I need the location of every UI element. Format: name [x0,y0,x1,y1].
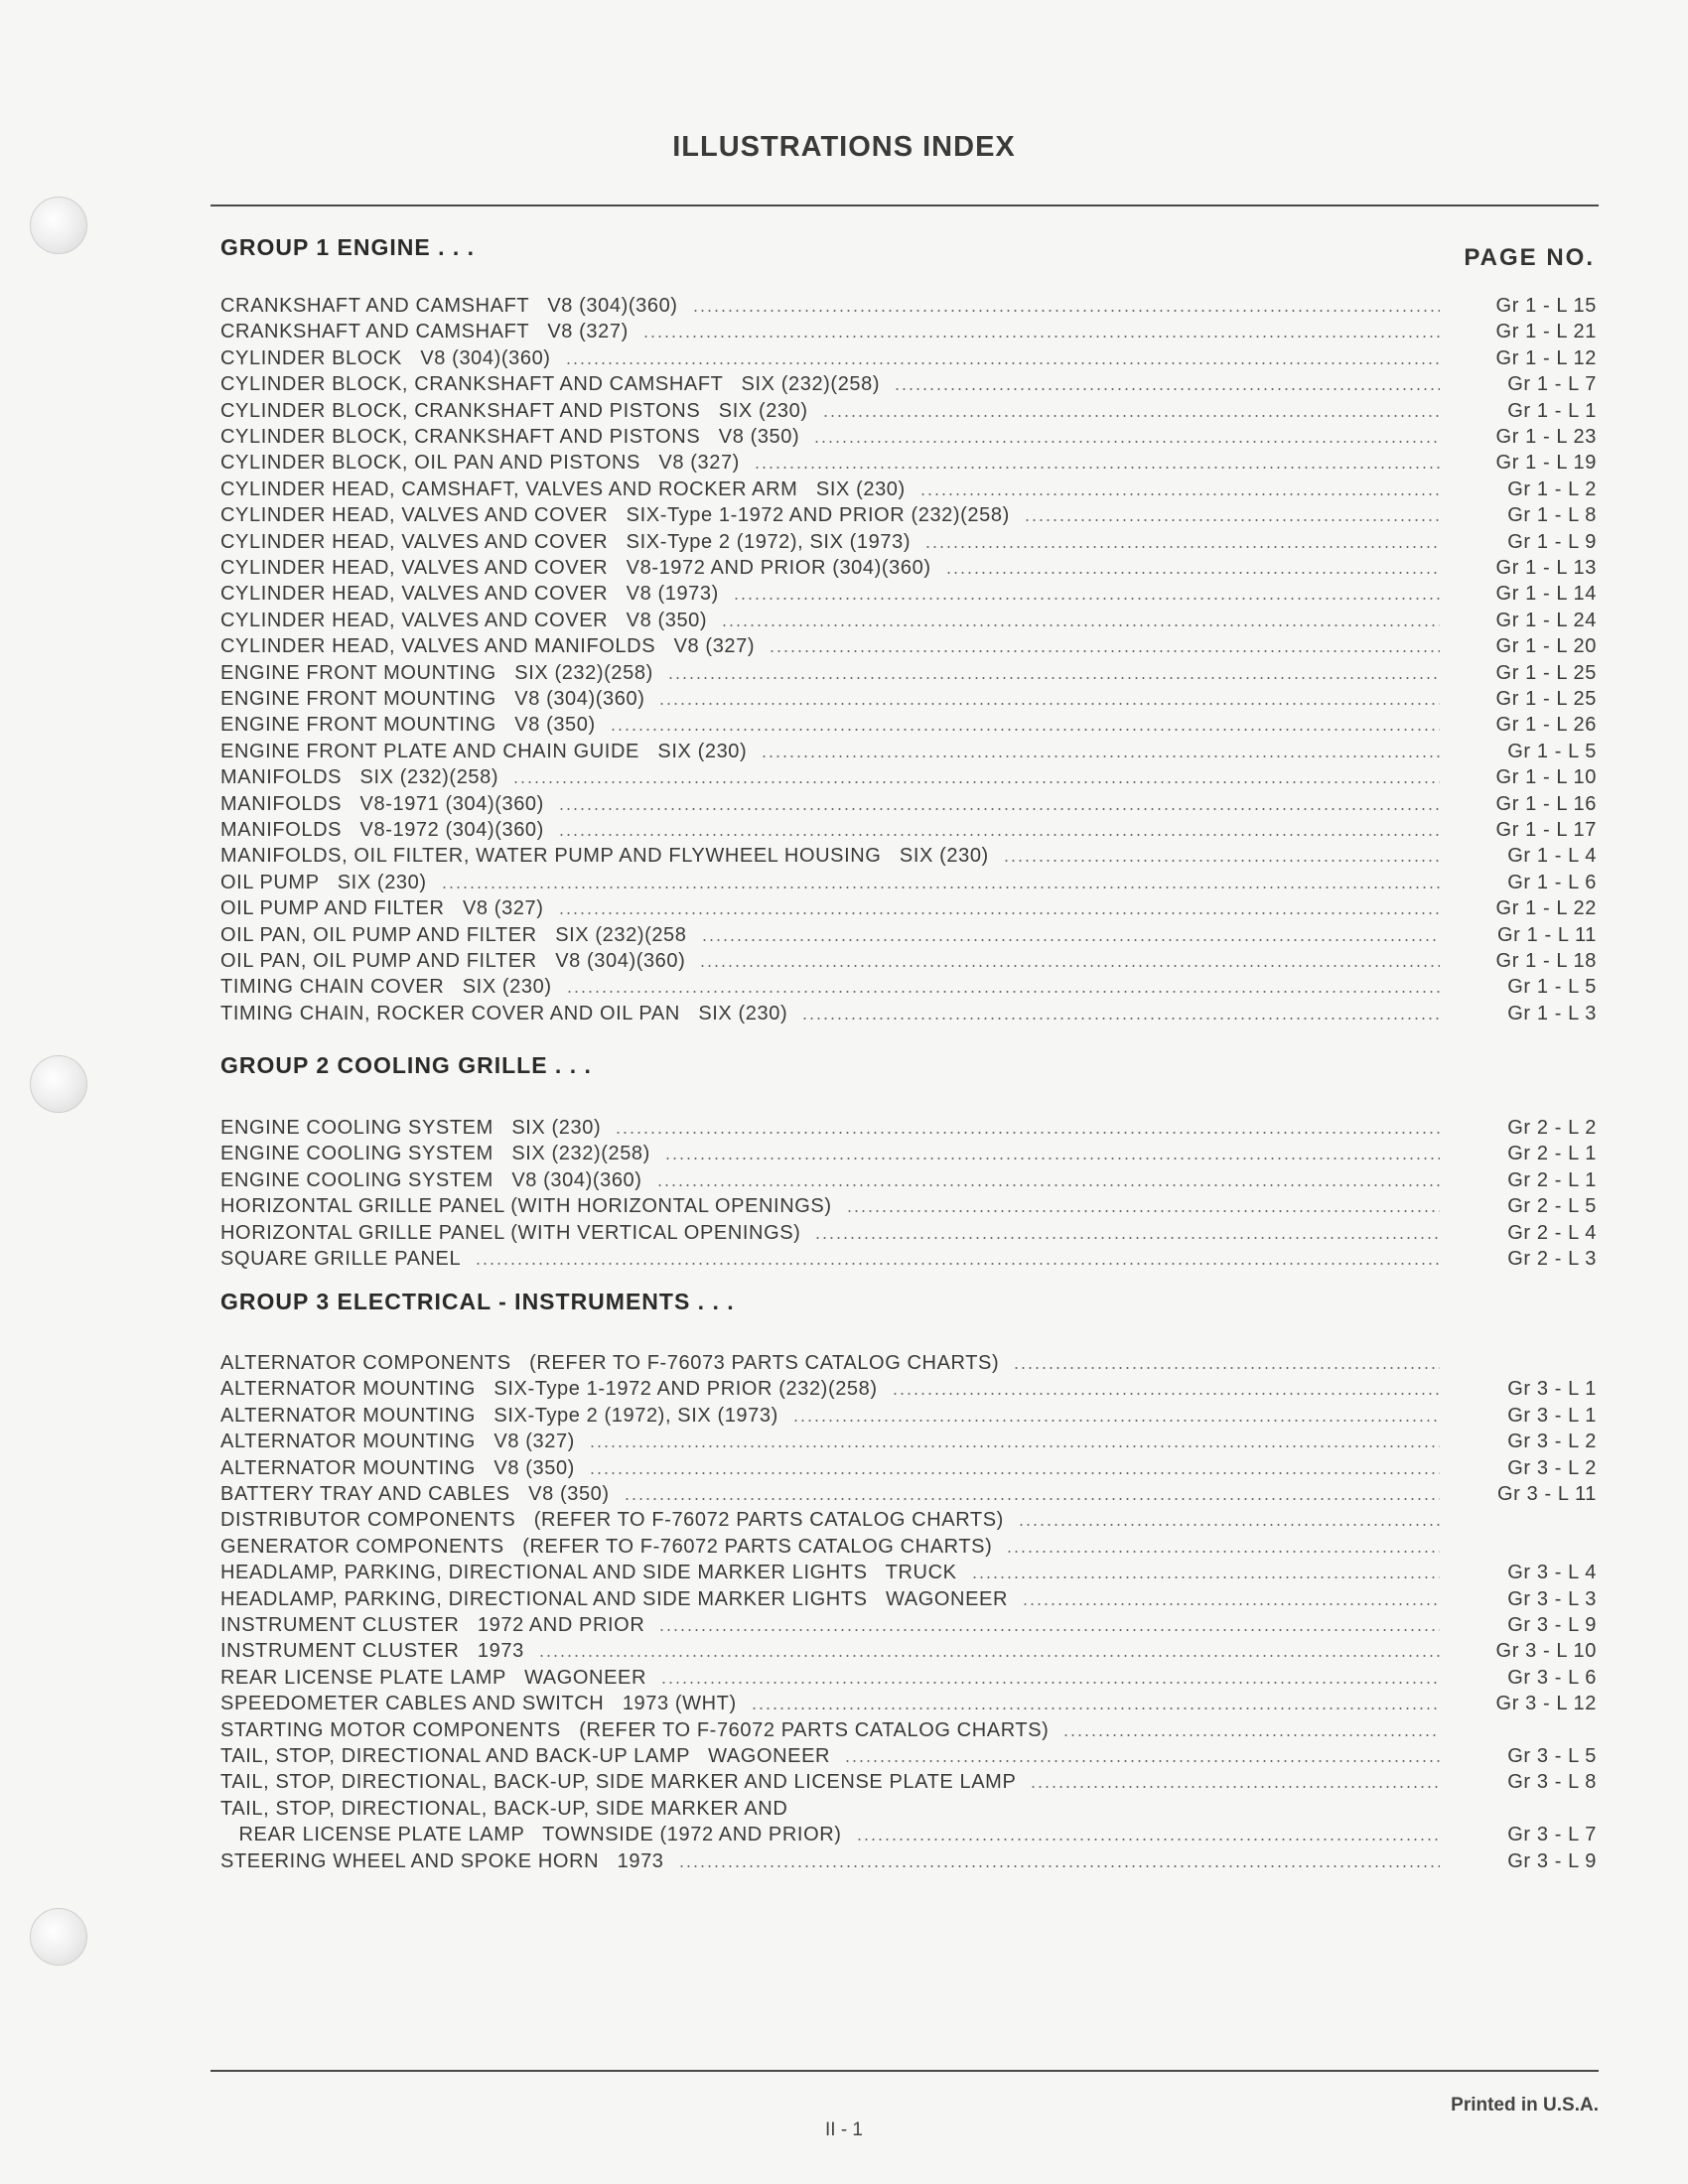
entry-title: INSTRUMENT CLUSTER 1972 AND PRIOR [220,1614,645,1636]
entry-title: CYLINDER HEAD, VALVES AND COVER SIX-Type 2 (1972), SIX (1973) [220,530,912,553]
entry-page-ref: Gr 1 - L 6 [1507,871,1597,893]
entry-title: MANIFOLDS V8-1972 (304)(360) [220,819,544,841]
index-entry [220,710,1599,736]
dot-leader [733,598,1440,600]
dot-leader [813,441,1440,443]
entry-page-ref: Gr 1 - L 22 [1495,897,1597,920]
entry-title: ENGINE FRONT MOUNTING SIX (232)(258) [220,661,653,684]
dot-leader [769,650,1440,652]
entry-title: HEADLAMP, PARKING, DIRECTIONAL AND SIDE MARKER LIGHTS WAGONEER [220,1587,1008,1610]
entry-title: TIMING CHAIN, ROCKER COVER AND OIL PAN SIX (230) [220,1002,788,1024]
dot-leader [667,677,1440,679]
entry-page-ref: Gr 1 - L 13 [1495,557,1597,579]
entry-page-ref: Gr 1 - L 26 [1495,714,1597,737]
dot-leader [678,1865,1440,1867]
entry-page-ref: Gr 3 - L 1 [1507,1378,1597,1401]
entry-page-ref: Gr 1 - L 7 [1507,373,1597,396]
index-entry [220,1636,1599,1662]
dot-leader [558,808,1440,810]
dot-leader [701,939,1440,941]
entry-title: OIL PUMP SIX (230) [220,871,427,893]
index-entry [220,500,1599,526]
index-entry [220,369,1599,395]
index-entry [220,1191,1599,1217]
index-entry [220,553,1599,579]
entry-title: STEERING WHEEL AND SPOKE HORN 1973 [220,1849,664,1872]
entry-page-ref: Gr 1 - L 17 [1495,819,1597,841]
entry-page-ref: Gr 1 - L 20 [1495,635,1597,658]
dot-leader [1024,519,1440,521]
entry-page-ref: Gr 1 - L 25 [1495,661,1597,684]
entry-title: CYLINDER HEAD, VALVES AND COVER V8 (1973) [220,583,719,606]
index-entry [220,579,1599,605]
entry-title: TAIL, STOP, DIRECTIONAL, BACK-UP, SIDE MARKER AND [220,1797,788,1820]
dot-leader [589,1472,1440,1474]
index-entry [220,422,1599,448]
dot-leader [1003,860,1440,862]
index-entry [220,1820,1599,1845]
index-entry [220,737,1599,762]
entry-page-ref: Gr 3 - L 10 [1495,1640,1597,1663]
index-entry [220,1401,1599,1427]
entry-title: ALTERNATOR MOUNTING SIX-Type 1-1972 AND PRIOR (232)(258) [220,1378,878,1401]
index-entry [220,1348,1599,1374]
dot-leader [971,1576,1440,1578]
entry-title: ENGINE COOLING SYSTEM SIX (232)(258) [220,1143,650,1165]
entry-title: CYLINDER HEAD, VALVES AND COVER V8 (350) [220,609,708,631]
index-entry [220,527,1599,553]
dot-leader [589,1445,1440,1447]
index-entry [220,1584,1599,1610]
index-entry [220,631,1599,657]
entry-title: MANIFOLDS V8-1971 (304)(360) [220,792,544,815]
index-entry [220,1218,1599,1244]
entry-page-ref: Gr 3 - L 4 [1507,1562,1597,1584]
dot-leader [565,362,1440,364]
entry-page-ref: Gr 1 - L 11 [1497,923,1597,946]
dot-leader [721,624,1440,626]
index-entry [220,1689,1599,1714]
entry-title: CYLINDER BLOCK, CRANKSHAFT AND CAMSHAFT SIX (232)(258) [220,373,881,396]
entry-page-ref: Gr 3 - L 2 [1507,1456,1597,1479]
entry-title: CYLINDER HEAD, VALVES AND COVER SIX-Type 1-1972 AND PRIOR (232)(258) [220,504,1010,527]
entry-title: STARTING MOTOR COMPONENTS (REFER TO F-76072 PARTS CATALOG CHARTS) [220,1718,1050,1741]
entry-page-ref: Gr 1 - L 10 [1495,766,1597,789]
index-entry [220,762,1599,788]
page-number: II - 1 [824,2119,863,2140]
entry-page-ref: Gr 1 - L 8 [1507,504,1597,527]
dot-leader [846,1210,1440,1212]
entry-title: INSTRUMENT CLUSTER 1973 [220,1640,524,1663]
dot-leader [658,703,1440,705]
dot-leader [801,1018,1440,1020]
dot-leader [642,336,1440,338]
entry-page-ref: Gr 1 - L 1 [1507,399,1597,422]
entry-page-ref: Gr 1 - L 4 [1507,845,1597,868]
entry-title: SQUARE GRILLE PANEL [220,1248,462,1270]
entry-page-ref: Gr 1 - L 25 [1495,688,1597,710]
entry-page-ref: Gr 3 - L 2 [1507,1431,1597,1453]
entry-page-ref: Gr 3 - L 9 [1507,1849,1597,1872]
entry-page-ref: Gr 3 - L 1 [1507,1404,1597,1427]
index-entry [220,893,1599,919]
index-entry [220,1479,1599,1505]
entry-page-ref: Gr 1 - L 23 [1495,426,1597,448]
entry-page-ref: Gr 1 - L 18 [1495,950,1597,972]
entry-title: MANIFOLDS, OIL FILTER, WATER PUMP AND FLYWHEEL HOUSING SIX (230) [220,845,989,868]
binder-hole-top [30,197,87,254]
dot-leader [699,965,1440,967]
dot-leader [822,415,1440,417]
dot-leader [801,1813,1440,1815]
index-entry [220,946,1599,972]
index-entry [220,606,1599,631]
dot-leader [656,1184,1440,1186]
dot-leader [558,912,1441,914]
entry-title: ALTERNATOR MOUNTING SIX-Type 2 (1972), SIX (1973) [220,1404,778,1427]
dot-leader [792,1420,1440,1422]
index-entry [220,1453,1599,1479]
entry-page-ref: Gr 2 - L 1 [1507,1168,1597,1191]
bottom-rule [211,2070,1599,2072]
entry-title: GENERATOR COMPONENTS (REFER TO F-76072 PARTS CATALOG CHARTS) [220,1535,993,1558]
index-entry [220,789,1599,815]
entry-page-ref: Gr 1 - L 9 [1507,530,1597,553]
index-entry [220,1505,1599,1531]
index-entry [220,920,1599,946]
index-entry [220,972,1599,998]
entry-page-ref: Gr 3 - L 11 [1497,1483,1597,1505]
entry-title: DISTRIBUTOR COMPONENTS (REFER TO F-76072 PARTS CATALOG CHARTS) [220,1509,1004,1532]
dot-leader [558,834,1440,836]
index-entry [220,841,1599,867]
dot-leader [512,781,1440,783]
dot-leader [856,1839,1440,1841]
entry-page-ref: Gr 3 - L 5 [1507,1745,1597,1767]
entry-page-ref: Gr 3 - L 12 [1495,1693,1597,1715]
entry-page-ref: Gr 2 - L 5 [1507,1195,1597,1218]
dot-leader [894,388,1440,390]
entry-title: TIMING CHAIN COVER SIX (230) [220,976,552,999]
index-entry [220,1165,1599,1191]
entry-page-ref: Gr 3 - L 9 [1507,1614,1597,1636]
dot-leader [664,1158,1440,1160]
group-heading: GROUP 3 ELECTRICAL - INSTRUMENTS . . . [220,1289,735,1314]
entry-title: CRANKSHAFT AND CAMSHAFT V8 (304)(360) [220,295,678,317]
index-entry [220,1794,1599,1820]
dot-leader [1013,1367,1440,1369]
entry-title: OIL PUMP AND FILTER V8 (327) [220,897,544,920]
dot-leader [538,1655,1440,1657]
index-entry [220,999,1599,1024]
entry-page-ref: Gr 1 - L 5 [1507,976,1597,999]
index-entry [220,1846,1599,1872]
entry-title: CRANKSHAFT AND CAMSHAFT V8 (327) [220,321,629,343]
entry-title: CYLINDER BLOCK, OIL PAN AND PISTONS V8 (327) [220,452,740,475]
page-no-column-header: PAGE NO. [1464,244,1595,271]
entry-page-ref: Gr 1 - L 24 [1495,609,1597,631]
dot-leader [924,546,1440,548]
entry-page-ref: Gr 2 - L 4 [1507,1221,1597,1244]
dot-leader [919,493,1440,495]
entry-title: REAR LICENSE PLATE LAMP WAGONEER [220,1666,647,1689]
entry-title: REAR LICENSE PLATE LAMP TOWNSIDE (1972 AND PRIOR) [220,1824,842,1846]
entry-title: MANIFOLDS SIX (232)(258) [220,766,499,789]
entry-title: HEADLAMP, PARKING, DIRECTIONAL AND SIDE MARKER LIGHTS TRUCK [220,1562,957,1584]
top-rule [211,205,1599,206]
entry-title: ENGINE FRONT PLATE AND CHAIN GUIDE SIX (230) [220,740,748,762]
dot-leader [566,991,1440,993]
index-entry [220,448,1599,474]
entry-title: TAIL, STOP, DIRECTIONAL, BACK-UP, SIDE MARKER AND LICENSE PLATE LAMP [220,1771,1017,1794]
entry-page-ref: Gr 3 - L 7 [1507,1824,1597,1846]
index-entry [220,317,1599,342]
index-entry [220,475,1599,500]
entry-title: CYLINDER BLOCK, CRANKSHAFT AND PISTONS SIX (230) [220,399,808,422]
dot-leader [1022,1603,1440,1605]
entry-title: OIL PAN, OIL PUMP AND FILTER SIX (232)(258 [220,923,687,946]
index-entry [220,1558,1599,1583]
index-entry [220,815,1599,841]
entry-title: ENGINE COOLING SYSTEM V8 (304)(360) [220,1168,642,1191]
index-entry [220,1427,1599,1452]
entry-page-ref: Gr 3 - L 8 [1507,1771,1597,1794]
dot-leader [892,1393,1440,1395]
page-title: ILLUSTRATIONS INDEX [672,131,1016,163]
entry-page-ref: Gr 1 - L 12 [1495,346,1597,369]
dot-leader [844,1760,1440,1762]
dot-leader [814,1237,1440,1239]
entry-title: ENGINE COOLING SYSTEM SIX (230) [220,1117,602,1139]
dot-leader [615,1132,1440,1134]
dot-leader [754,467,1440,469]
entry-page-ref: Gr 1 - L 2 [1507,478,1597,500]
dot-leader [751,1707,1440,1709]
dot-leader [624,1498,1440,1500]
dot-leader [1062,1734,1440,1736]
index-entry [220,1767,1599,1793]
index-entry [220,291,1599,317]
index-entry [220,684,1599,710]
entry-title: ENGINE FRONT MOUNTING V8 (350) [220,714,596,737]
dot-leader [945,572,1440,574]
dot-leader [1030,1786,1440,1788]
index-entry [220,658,1599,684]
entry-title: OIL PAN, OIL PUMP AND FILTER V8 (304)(360) [220,950,686,972]
group-heading: GROUP 1 ENGINE . . . [220,234,476,260]
entry-page-ref: Gr 1 - L 15 [1495,295,1597,317]
entry-title: ALTERNATOR MOUNTING V8 (350) [220,1456,575,1479]
index-entry [220,868,1599,893]
entry-page-ref: Gr 1 - L 21 [1495,321,1597,343]
entry-title: CYLINDER BLOCK V8 (304)(360) [220,346,551,369]
dot-leader [660,1682,1440,1684]
entry-title: CYLINDER HEAD, VALVES AND COVER V8-1972 AND PRIOR (304)(360) [220,557,931,579]
dot-leader [1006,1551,1440,1553]
entry-title: CYLINDER HEAD, VALVES AND MANIFOLDS V8 (327) [220,635,756,658]
dot-leader [658,1629,1440,1631]
entry-title: SPEEDOMETER CABLES AND SWITCH 1973 (WHT) [220,1693,737,1715]
dot-leader [761,755,1440,757]
group-heading: GROUP 2 COOLING GRILLE . . . [220,1052,592,1078]
entry-title: HORIZONTAL GRILLE PANEL (WITH VERTICAL OPENINGS) [220,1221,801,1244]
dot-leader [475,1263,1440,1265]
entry-title: ALTERNATOR COMPONENTS (REFER TO F-76073 PARTS CATALOG CHARTS) [220,1352,1000,1374]
entry-title: HORIZONTAL GRILLE PANEL (WITH HORIZONTAL OPENINGS) [220,1195,832,1218]
index-entry [220,1139,1599,1164]
index-entry [220,1741,1599,1767]
index-entry [220,1610,1599,1636]
binder-hole-middle [30,1055,87,1113]
index-entry [220,1244,1599,1270]
dot-leader [1018,1524,1440,1526]
entry-title: BATTERY TRAY AND CABLES V8 (350) [220,1483,610,1505]
index-entry [220,1532,1599,1558]
entry-page-ref: Gr 1 - L 14 [1495,583,1597,606]
entry-page-ref: Gr 1 - L 16 [1495,792,1597,815]
entry-page-ref: Gr 3 - L 6 [1507,1666,1597,1689]
entry-page-ref: Gr 2 - L 2 [1507,1117,1597,1139]
entry-title: CYLINDER BLOCK, CRANKSHAFT AND PISTONS V8 (350) [220,426,800,448]
entry-page-ref: Gr 1 - L 5 [1507,740,1597,762]
entry-title: ENGINE FRONT MOUNTING V8 (304)(360) [220,688,645,710]
index-entry [220,1374,1599,1400]
dot-leader [441,887,1440,888]
entry-page-ref: Gr 2 - L 1 [1507,1143,1597,1165]
entry-page-ref: Gr 3 - L 3 [1507,1587,1597,1610]
entry-title: TAIL, STOP, DIRECTIONAL AND BACK-UP LAMP WAGONEER [220,1745,831,1767]
index-entry [220,396,1599,422]
entry-page-ref: Gr 1 - L 3 [1507,1002,1597,1024]
entry-title: ALTERNATOR MOUNTING V8 (327) [220,1431,575,1453]
entry-page-ref: Gr 2 - L 3 [1507,1248,1597,1270]
entry-page-ref: Gr 1 - L 19 [1495,452,1597,475]
index-entry [220,343,1599,369]
index-entry [220,1715,1599,1741]
entry-title: CYLINDER HEAD, CAMSHAFT, VALVES AND ROCKER ARM SIX (230) [220,478,906,500]
index-entry [220,1113,1599,1139]
printed-in-usa: Printed in U.S.A. [1451,2095,1599,2116]
binder-hole-bottom [30,1908,87,1966]
dot-leader [610,729,1440,731]
index-entry [220,1663,1599,1689]
dot-leader [692,310,1440,312]
